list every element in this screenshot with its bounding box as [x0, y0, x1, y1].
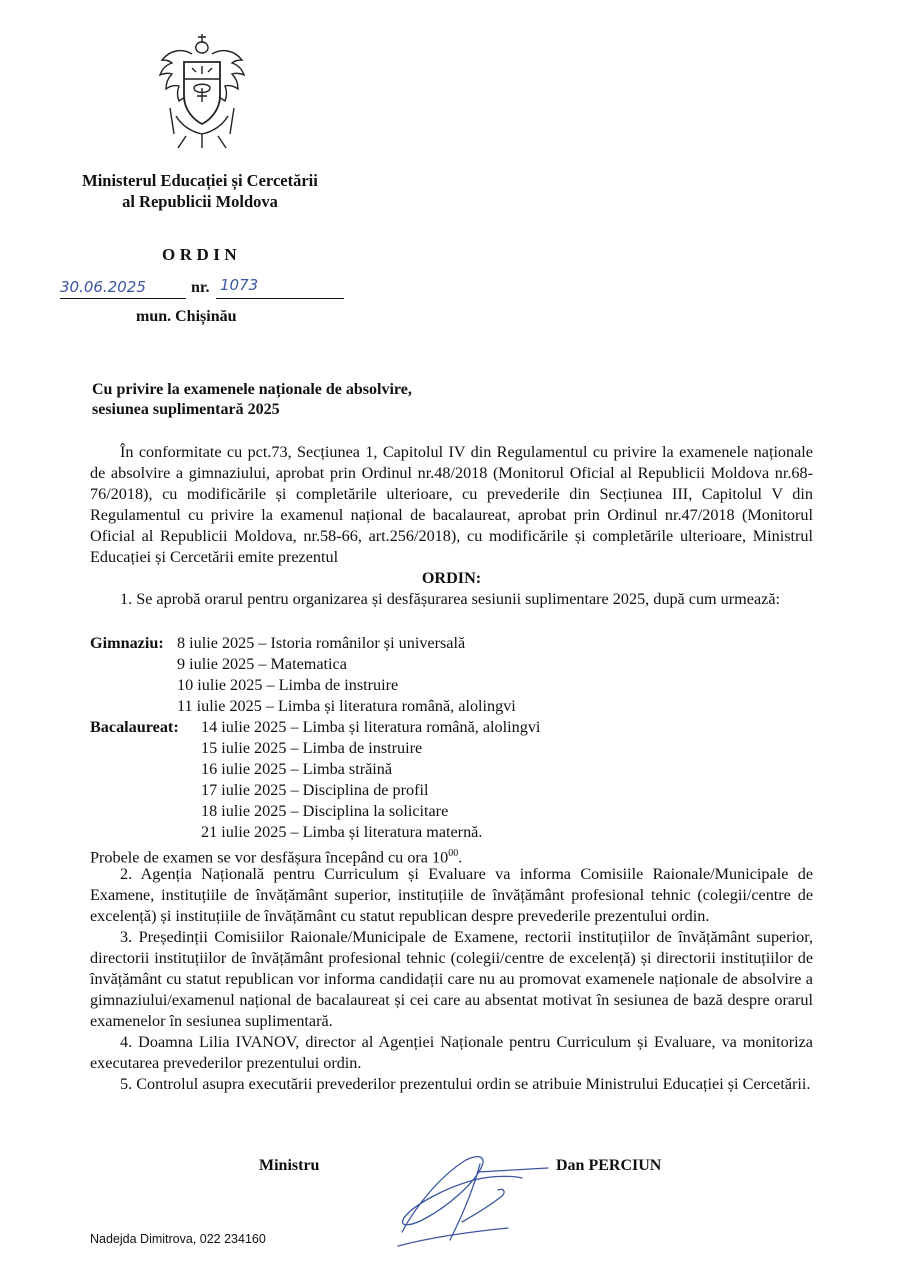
bacalaureat-item: 14 iulie 2025 – Limba și literatura română, alolingvi	[201, 718, 541, 736]
bacalaureat-label: Bacalaureat:	[90, 718, 179, 736]
subject-line2: sesiunea suplimentară 2025	[92, 401, 280, 418]
signatory-title: Ministru	[259, 1157, 320, 1174]
gimnaziu-item: 9 iulie 2025 – Matematica	[177, 655, 347, 673]
bacalaureat-item: 18 iulie 2025 – Disciplina la solicitare	[201, 802, 449, 820]
subject-line1: Cu privire la examenele naționale de absolvire,	[92, 381, 412, 398]
points-block	[90, 864, 813, 1095]
bacalaureat-item: 15 iulie 2025 – Limba de instruire	[201, 739, 423, 757]
order-subject	[92, 380, 412, 420]
coat-of-arms-emblem	[156, 28, 248, 152]
date-underline	[60, 298, 186, 299]
number-underline	[216, 298, 344, 299]
gimnaziu-item: 10 iulie 2025 – Limba de instruire	[177, 676, 399, 694]
footer-contact: Nadejda Dimitrova, 022 234160	[90, 1232, 266, 1246]
point-paragraph: 5. Controlul asupra executării prevederilor prezentului ordin se atribuie Ministrului Educației și Cercetării.	[120, 1075, 811, 1093]
ministry-name	[60, 170, 340, 212]
point-paragraph: 2. Agenția Națională pentru Curriculum și Evaluare va informa Comisiile Raionale/Municipale de Examene, instituțiile de învățământ superior, instituțiile de învățământ profesional tehnic (colegii/centre de excelență) și instituțiile de învățământ cu statut republican despre prevederile prezentului ordin.	[90, 865, 813, 925]
handwritten-signature	[390, 1150, 560, 1250]
preamble-paragraph: În conformitate cu pct.73, Secțiunea 1, Capitolul IV din Regulamentul cu privire la examenele naționale de absolvire a gimnaziului, aprobat prin Ordinul nr.48/2018 (Monitorul Oficial al Republicii Moldova nr.68-76/2018), cu modificările și completările ulterioare, cu prevederile din Secțiunea III, Capitolul V din Regulamentul cu privire la examenul național de bacalaureat, aprobat prin Ordinul nr.47/2018 (Monitorul Oficial al Republicii Moldova, nr.58-66, art.256/2018), cu modificările și completările ulterioare, Ministrul Educației și Cercetării emite prezentul	[90, 443, 813, 566]
point-paragraph: 4. Doamna Lilia IVANOV, director al Agenției Naționale pentru Curriculum și Evaluare, va monitoriza executarea prevederilor prezentului ordin.	[90, 1033, 813, 1072]
handwritten-number: 1073	[220, 276, 259, 294]
gimnaziu-label: Gimnaziu:	[90, 634, 164, 652]
ministry-name-line2: al Republicii Moldova	[122, 192, 278, 211]
bacalaureat-item: 17 iulie 2025 – Disciplina de profil	[201, 781, 429, 799]
point-paragraph: 3. Președinții Comisiilor Raionale/Municipale de Examene, rectorii instituțiilor de învățământ superior, directorii instituțiilor de învățământ profesional tehnic (colegii/centre de excelență) și directorii instituțiilor de învățământ cu statut republican vor informa candidații care nu au promovat examenele naționale de absolvire a gimnaziului/examenul național de bacalaureat și cei care au absentat motivat în sesiunea de bază despre orarul examenelor în sesiunea suplimentară.	[90, 928, 813, 1030]
gimnaziu-item: 8 iulie 2025 – Istoria românilor și universală	[177, 634, 466, 652]
ministry-name-line1: Ministerul Educației și Cercetării	[82, 171, 318, 190]
handwritten-date: 30.06.2025	[60, 278, 146, 296]
exam-start-text: Probele de examen se vor desfășura începând cu ora 10	[90, 848, 449, 867]
bacalaureat-item: 16 iulie 2025 – Limba străină	[201, 760, 393, 778]
gimnaziu-item: 11 iulie 2025 – Limba și literatura română, alolingvi	[177, 697, 516, 715]
date-number-line	[60, 278, 360, 302]
document-type-title: ORDIN	[162, 245, 242, 264]
exam-start-end: .	[458, 848, 463, 867]
point-1-intro: 1. Se aprobă orarul pentru organizarea și desfășurarea sesiunii suplimentare 2025, după cum urmează:	[120, 590, 780, 608]
ordin-heading: ORDIN:	[421, 569, 482, 587]
preamble-block	[90, 442, 813, 610]
city-line: mun. Chișinău	[136, 308, 237, 325]
signatory-name: Dan PERCIUN	[556, 1157, 662, 1174]
number-label: nr.	[191, 279, 210, 296]
bacalaureat-item: 21 iulie 2025 – Limba și literatura maternă.	[201, 823, 483, 841]
exam-start-superscript: 00	[448, 848, 459, 859]
